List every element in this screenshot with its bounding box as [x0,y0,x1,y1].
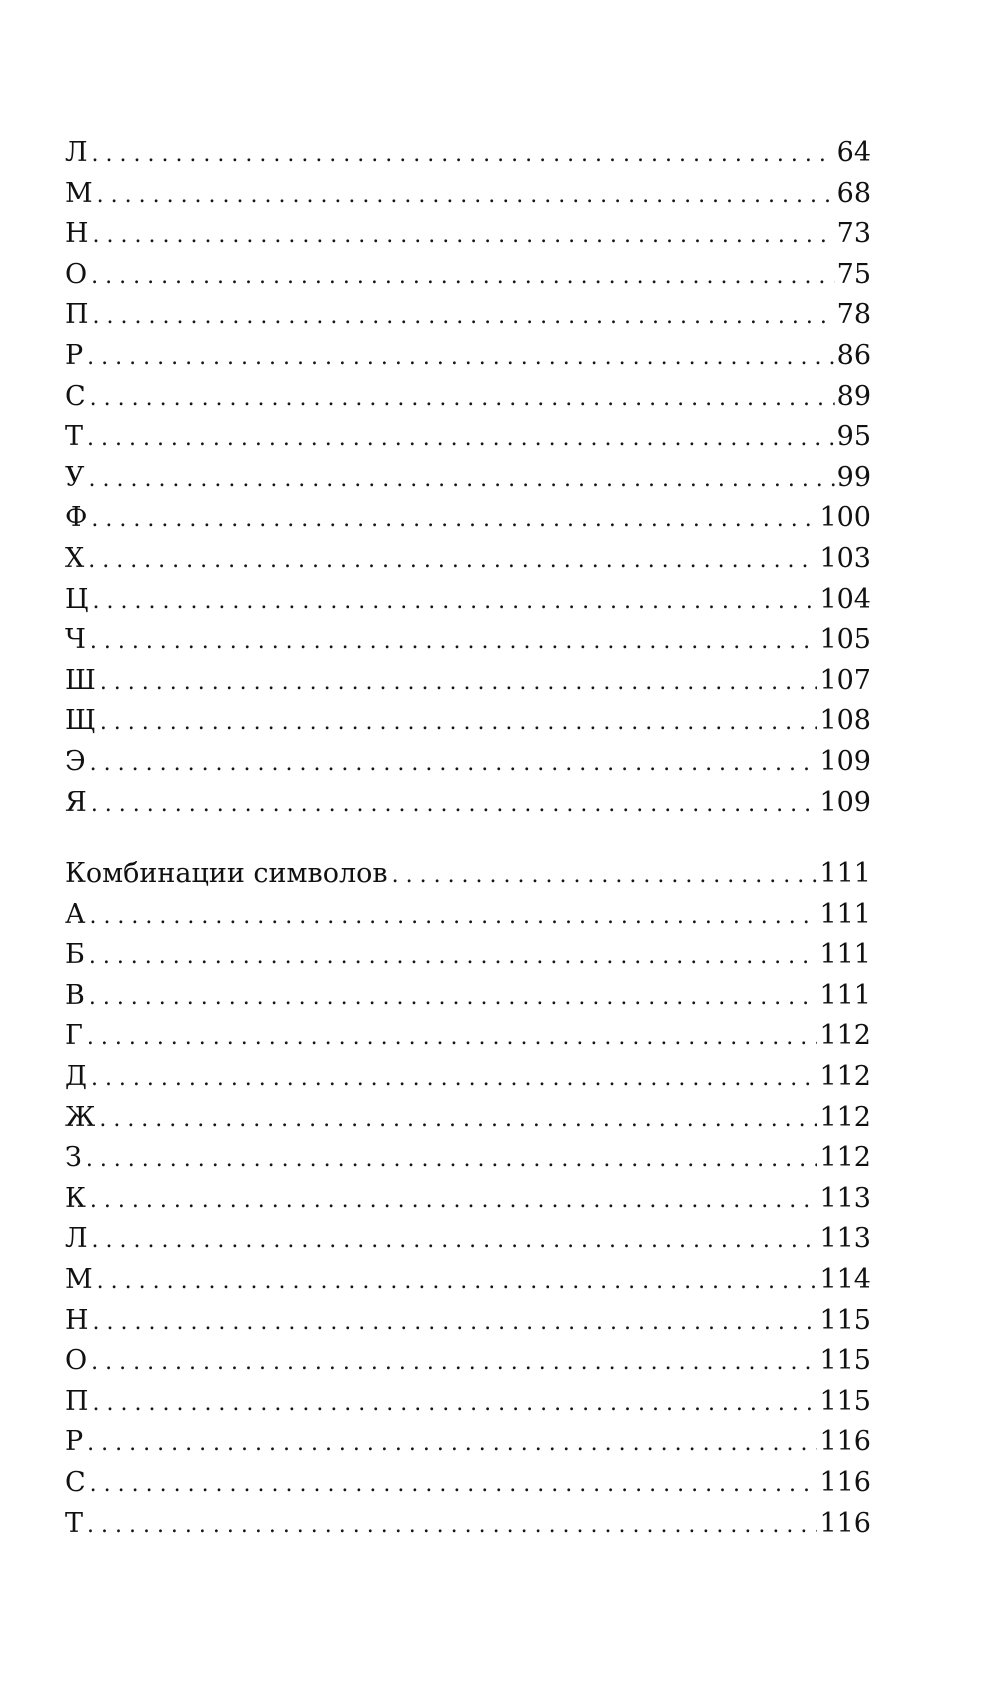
toc-dot-leader [93,582,818,623]
toc-dot-leader [87,1424,817,1465]
toc-entry-label: Р [65,1426,84,1458]
toc-entry-page-number: 116 [819,1467,871,1498]
toc-dot-leader [97,1262,818,1303]
toc-dot-leader [92,135,835,176]
toc-entry-label: Т [65,1507,84,1539]
toc-entry-label: Ф [65,502,88,534]
toc-entry[interactable] [65,133,871,174]
toc-entry-label: Л [65,1223,88,1255]
toc-entry[interactable] [65,214,871,255]
toc-entry[interactable] [65,336,871,377]
toc-dot-leader [97,176,835,217]
toc-entry-label: С [65,1467,86,1498]
toc-entry[interactable] [65,1057,871,1098]
toc-entry[interactable] [65,458,871,499]
toc-dot-leader [93,1384,818,1425]
toc-dot-leader [86,1140,818,1181]
toc-entry-page-number: 115 [819,1304,871,1336]
toc-entry[interactable] [65,854,871,895]
toc-entry-label: Б [65,939,85,971]
toc-entry[interactable] [65,498,871,539]
toc-entry-label: У [65,461,85,493]
toc-entry-label: В [65,979,85,1011]
toc-dot-leader [89,978,818,1019]
toc-dot-leader [90,1465,818,1506]
toc-entry-label: Т [65,421,84,453]
toc-entry-page-number: 112 [819,1142,871,1174]
toc-entry-label: Щ [65,705,96,737]
toc-dot-leader [100,703,818,744]
toc-entry-page-number: 103 [819,542,871,574]
toc-entry[interactable] [65,1422,871,1463]
toc-entry[interactable] [65,783,871,824]
toc-entry[interactable] [65,976,871,1017]
toc-entry-page-number: 73 [836,218,871,250]
toc-entry-label: З [65,1142,82,1174]
toc-entry-label: С [65,380,86,412]
toc-entry[interactable] [65,935,871,976]
toc-entry[interactable] [65,1138,871,1179]
toc-dot-leader [99,1100,817,1141]
toc-entry-page-number: 112 [819,1061,871,1093]
toc-dot-leader [91,785,818,826]
toc-entry-page-number: 111 [819,898,871,930]
toc-entry-label: Э [65,745,86,777]
toc-dot-leader [92,1221,818,1262]
toc-entry-page-number: 116 [819,1507,871,1539]
toc-entry-label: П [65,299,89,331]
toc-dot-leader [392,856,818,897]
toc-entry-label: К [65,1182,86,1214]
toc-entry[interactable] [65,1219,871,1260]
toc-entry-label: Н [65,1304,89,1336]
toc-entry-page-number: 109 [819,786,871,818]
toc-entry-label: П [65,1385,89,1417]
toc-entry-label: О [65,258,88,290]
toc-entry-page-number: 116 [819,1426,871,1458]
toc-entry-page-number: 115 [819,1345,871,1377]
toc-entry[interactable] [65,661,871,702]
toc-entry-page-number: 75 [836,258,871,290]
toc-entry-label: Ч [65,624,86,656]
toc-dot-leader [91,257,835,298]
toc-entry-label: М [65,177,93,209]
toc-entry[interactable] [65,620,871,661]
toc-entry-label: Л [65,137,88,168]
toc-entry-page-number: 105 [819,624,871,656]
toc-dot-leader [91,1059,818,1100]
toc-entry-page-number: 109 [819,745,871,777]
toc-entry-page-number: 99 [836,461,871,493]
toc-dot-leader [93,1303,818,1344]
table-of-contents [65,133,871,1544]
toc-entry[interactable] [65,701,871,742]
toc-entry[interactable] [65,1260,871,1301]
toc-entry-page-number: 78 [836,299,871,331]
toc-dot-leader [90,379,835,420]
toc-entry-label: Н [65,218,89,250]
toc-entry-page-number: 107 [819,664,871,696]
toc-entry-label: М [65,1264,93,1296]
toc-dot-leader [90,622,818,663]
toc-entry[interactable] [65,1016,871,1057]
toc-entry-page-number: 113 [819,1223,871,1255]
toc-entry-label: Х [65,542,85,574]
toc-entry-page-number: 111 [819,939,871,971]
toc-entry[interactable] [65,377,871,418]
toc-entry[interactable] [65,1341,871,1382]
toc-entry[interactable] [65,174,871,215]
toc-dot-leader [87,338,834,379]
toc-entry-label: Комбинации символов [65,858,388,890]
toc-entry-page-number: 89 [836,380,871,412]
toc-entry[interactable] [65,1179,871,1220]
toc-entry[interactable] [65,1301,871,1342]
toc-entry[interactable] [65,742,871,783]
toc-entry-page-number: 112 [819,1020,871,1052]
toc-dot-leader [91,1343,817,1384]
toc-section-letters [65,133,871,823]
toc-entry-page-number: 111 [819,979,871,1011]
toc-dot-leader [100,663,818,704]
toc-section-combinations [65,854,871,1544]
toc-dot-leader [87,1018,818,1059]
toc-entry-page-number: 104 [819,583,871,615]
toc-dot-leader [89,897,817,938]
toc-entry[interactable] [65,1504,871,1545]
toc-dot-leader [89,937,818,978]
toc-entry[interactable] [65,539,871,580]
toc-dot-leader [87,1506,817,1547]
toc-entry-page-number: 95 [836,421,871,453]
toc-entry-page-number: 100 [819,502,871,534]
toc-entry-page-number: 108 [819,705,871,737]
toc-entry-page-number: 115 [819,1385,871,1417]
toc-entry-label: Д [65,1061,87,1093]
toc-entry-page-number: 114 [819,1264,871,1296]
toc-entry-page-number: 68 [836,177,871,209]
toc-entry-label: Ш [65,664,96,696]
toc-entry-label: Г [65,1020,83,1052]
toc-entry[interactable] [65,417,871,458]
toc-entry-page-number: 113 [819,1182,871,1214]
toc-entry-label: А [65,898,86,930]
toc-entry[interactable] [65,1098,871,1139]
toc-dot-leader [87,419,835,460]
toc-entry[interactable] [65,295,871,336]
toc-dot-leader [90,1181,818,1222]
toc-dot-leader [89,460,835,501]
toc-entry-label: Я [65,786,87,818]
toc-entry[interactable] [65,580,871,621]
toc-entry-label: Ц [65,583,89,615]
toc-dot-leader [90,744,818,785]
toc-entry-label: Р [65,339,84,371]
section-gap [65,823,871,854]
toc-dot-leader [91,500,817,541]
toc-dot-leader [93,216,835,257]
toc-dot-leader [93,297,835,338]
toc-entry-label: О [65,1345,88,1377]
toc-dot-leader [88,541,817,582]
toc-entry[interactable] [65,1382,871,1423]
toc-entry-page-number: 86 [836,339,871,371]
toc-entry-page-number: 112 [819,1101,871,1133]
toc-entry[interactable] [65,895,871,936]
toc-entry-page-number: 111 [819,858,871,890]
toc-entry[interactable] [65,1463,871,1504]
toc-entry-label: Ж [65,1101,96,1133]
toc-entry[interactable] [65,255,871,296]
toc-entry-page-number: 64 [836,137,871,168]
